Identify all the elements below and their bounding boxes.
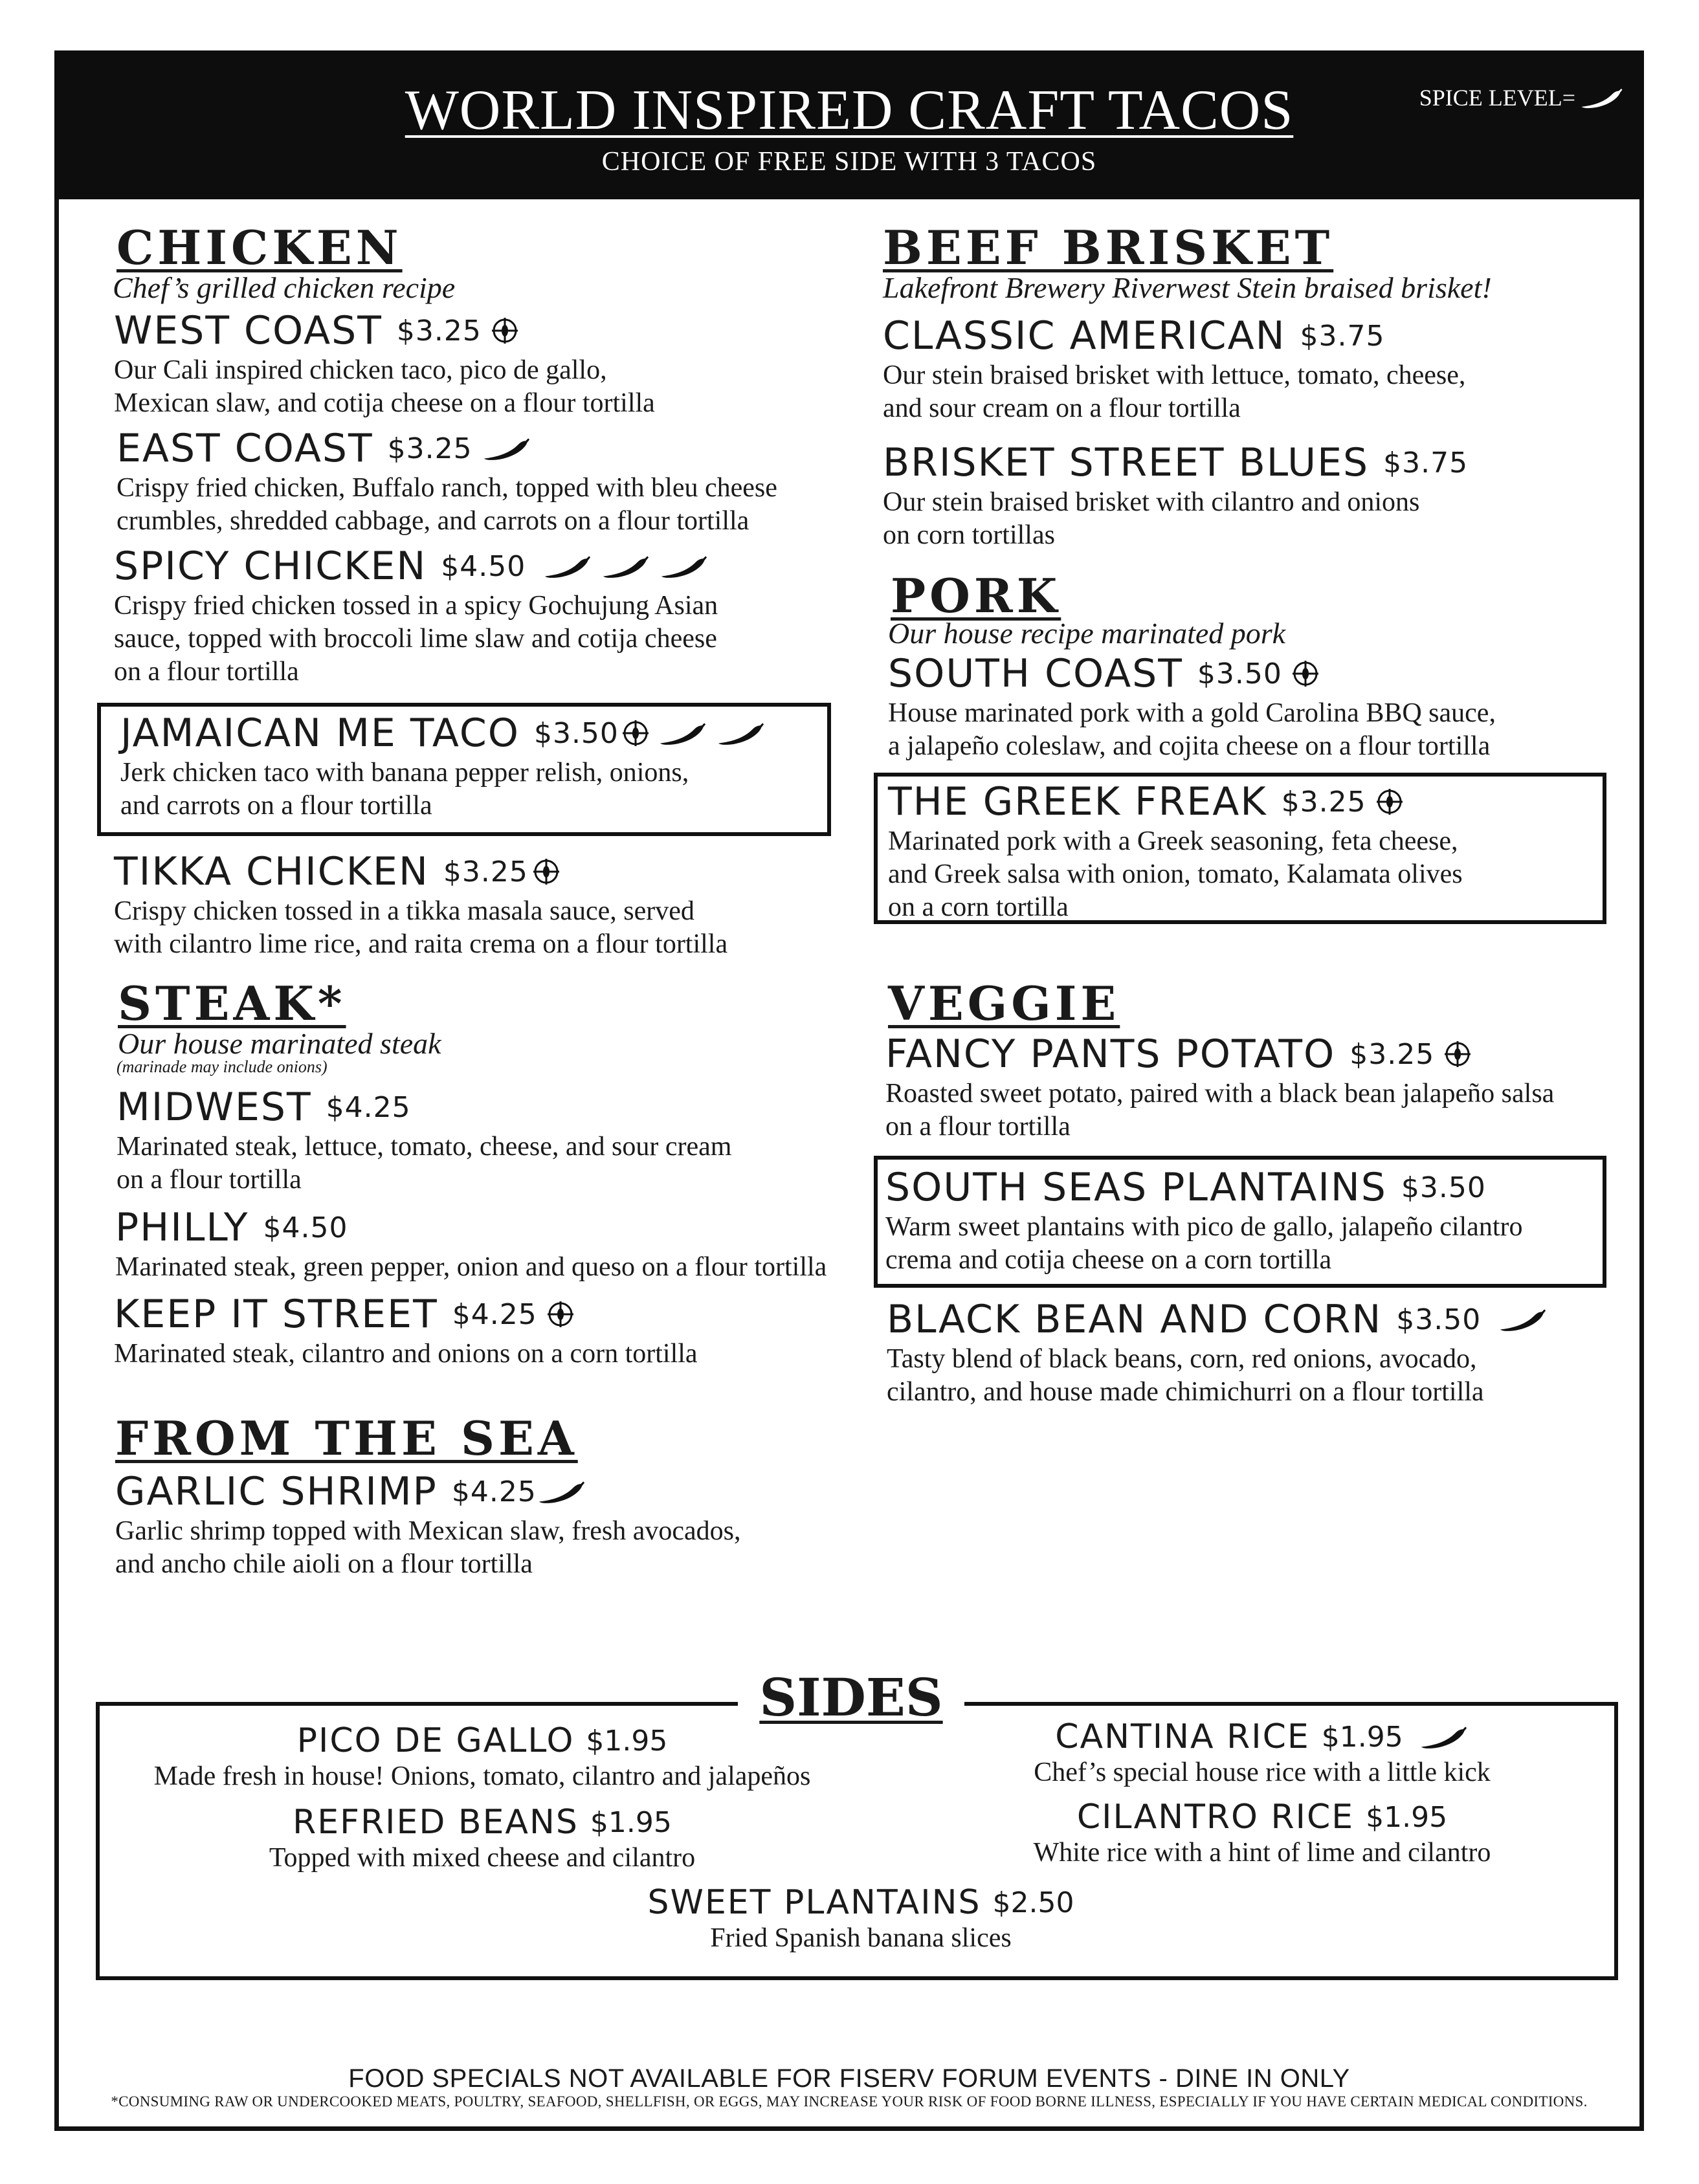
chili-pepper-icon [601, 553, 651, 579]
item-description: sauce, topped with broccoli lime slaw and cotija cheese [114, 624, 717, 654]
item-description: Roasted sweet potato, paired with a black bean jalapeño salsa [885, 1079, 1555, 1109]
side-item-pico-de-gallo [104, 1721, 861, 1792]
item-description: on a flour tortilla [117, 1165, 302, 1195]
item-name: PHILLY [115, 1205, 249, 1250]
side-item-refried-beans [104, 1803, 861, 1874]
item-price: $3.75 [1300, 319, 1385, 353]
item-price: $3.25 [387, 432, 472, 465]
item-description: Marinated steak, lettuce, tomato, cheese, and sour cream [117, 1132, 732, 1162]
item-price: $3.50 [1401, 1171, 1486, 1204]
menu-item-south-coast [888, 651, 1496, 762]
gluten-free-icon [1443, 1040, 1472, 1068]
item-name: BRISKET STREET BLUES [883, 440, 1370, 485]
item-price: $1.95 [586, 1724, 668, 1758]
item-description: Jerk chicken taco with banana pepper relish, onions, [120, 758, 689, 788]
menu-item-black-bean-and-corn [887, 1297, 1548, 1408]
item-name: CILANTRO RICE [1076, 1798, 1355, 1837]
item-name: KEEP IT STREET [114, 1292, 438, 1337]
section-subtitle-chicken: Chef’s grilled chicken recipe [113, 271, 456, 304]
item-name: WEST COAST [114, 308, 383, 353]
item-price: $1.95 [1321, 1720, 1403, 1754]
item-description: House marinated pork with a gold Carolina BBQ sauce, [888, 698, 1496, 728]
gluten-free-icon [491, 316, 519, 345]
chili-pepper-icon [1579, 86, 1625, 109]
item-price: $3.25 [1349, 1037, 1435, 1071]
menu-item-fancy-pants-potato [885, 1031, 1554, 1143]
item-name: BLACK BEAN AND CORN [887, 1297, 1383, 1342]
item-name: SOUTH SEAS PLANTAINS [885, 1165, 1387, 1210]
item-price: $3.50 [1197, 657, 1282, 690]
side-item-sweet-plantains [453, 1883, 1269, 1954]
section-title-veggie: VEGGIE [888, 976, 1120, 1031]
section-subtitle-beef-brisket: Lakefront Brewery Riverwest Stein braised brisket! [883, 271, 1492, 304]
chili-pepper-icon [716, 720, 766, 746]
item-description: a jalapeño coleslaw, and cojita cheese on a flour tortilla [888, 731, 1491, 761]
section-subtitle-steak: Our house marinated steak [118, 1027, 441, 1060]
item-name: FANCY PANTS POTATO [885, 1031, 1336, 1077]
item-price: $4.50 [441, 549, 526, 583]
menu-item-the-greek-freak [888, 779, 1463, 923]
item-name: SPICY CHICKEN [114, 544, 427, 589]
gluten-free-icon [532, 857, 561, 886]
item-name: JAMAICAN ME TACO [120, 711, 520, 756]
spice-level-label: SPICE LEVEL= [1419, 85, 1575, 111]
item-description: Fried Spanish banana slices [710, 1923, 1012, 1953]
item-price: $3.25 [443, 855, 528, 888]
menu-item-west-coast [114, 308, 655, 419]
item-description: Topped with mixed cheese and cilantro [269, 1843, 696, 1873]
gluten-free-icon [1291, 659, 1320, 688]
item-description: and sour cream on a flour tortilla [883, 393, 1241, 423]
section-subtitle-pork: Our house recipe marinated pork [888, 617, 1286, 650]
section-title-pork: PORK [891, 568, 1061, 623]
item-name: SOUTH COAST [888, 651, 1183, 696]
menu-subtitle: CHOICE OF FREE SIDE WITH 3 TACOS [601, 147, 1097, 177]
item-name: THE GREEK FREAK [888, 779, 1267, 824]
item-description: Crispy chicken tossed in a tikka masala sauce, served [114, 896, 694, 926]
chili-pepper-icon [1498, 1307, 1548, 1332]
item-name: SWEET PLANTAINS [647, 1883, 981, 1922]
item-description: Our stein braised brisket with cilantro and onions [883, 487, 1420, 517]
section-title-steak: STEAK* [118, 976, 346, 1031]
item-price: $1.95 [1366, 1800, 1448, 1834]
item-description: Tasty blend of black beans, corn, red onions, avocado, [887, 1344, 1477, 1374]
events-notice: FOOD SPECIALS NOT AVAILABLE FOR FISERV FORUM EVENTS - DINE IN ONLY [348, 2064, 1350, 2093]
gluten-free-icon [546, 1300, 575, 1329]
item-description: on a flour tortilla [885, 1112, 1071, 1142]
item-description: Mexican slaw, and cotija cheese on a flour tortilla [114, 388, 655, 418]
item-description: Crispy fried chicken tossed in a spicy Gochujung Asian [114, 591, 718, 621]
item-description: Garlic shrimp topped with Mexican slaw, fresh avocados, [115, 1516, 741, 1546]
chili-pepper-icon [482, 436, 532, 461]
item-description: crema and cotija cheese on a corn tortilla [885, 1245, 1332, 1275]
food-safety-disclaimer: *CONSUMING RAW OR UNDERCOOKED MEATS, POULTRY, SEAFOOD, SHELLFISH, OR EGGS, MAY INCREASE YOUR RISK OF FOOD BORNE ILLNESS, ESPECIALLY IF YOU HAVE CERTAIN MEDICAL CONDITIONS. [111, 2093, 1588, 2110]
item-description: Our stein braised brisket with lettuce, tomato, cheese, [883, 360, 1466, 390]
item-name: CLASSIC AMERICAN [883, 313, 1286, 358]
item-name: CANTINA RICE [1055, 1717, 1310, 1756]
item-name: REFRIED BEANS [293, 1803, 579, 1842]
item-name: TIKKA CHICKEN [114, 849, 429, 894]
item-description: and Greek salsa with onion, tomato, Kalamata olives [888, 859, 1463, 889]
chili-pepper-icon [542, 553, 593, 579]
gluten-free-icon [1375, 788, 1404, 816]
item-description: crumbles, shredded cabbage, and carrots on a flour tortilla [117, 506, 750, 536]
menu-item-keep-it-street [114, 1292, 698, 1370]
item-price: $3.50 [533, 716, 619, 750]
menu-item-brisket-street-blues [883, 440, 1468, 551]
marinade-note: (marinade may include onions) [117, 1057, 328, 1076]
item-price: $4.25 [451, 1475, 537, 1508]
gluten-free-icon [621, 719, 650, 747]
menu-item-tikka-chicken [114, 849, 727, 960]
item-description: on a flour tortilla [114, 657, 299, 687]
item-description: White rice with a hint of lime and cilantro [1033, 1838, 1491, 1868]
item-price: $3.25 [396, 314, 482, 347]
item-description: Made fresh in house! Onions, tomato, cilantro and jalapeños [153, 1761, 811, 1791]
item-description: Warm sweet plantains with pico de gallo, jalapeño cilantro [885, 1212, 1523, 1242]
item-description: Marinated steak, green pepper, onion and queso on a flour tortilla [115, 1252, 827, 1282]
section-title-sides: SIDES [738, 1662, 964, 1733]
item-description: Crispy fried chicken, Buffalo ranch, topped with bleu cheese [117, 473, 777, 503]
item-name: PICO DE GALLO [296, 1721, 575, 1760]
item-price: $4.25 [326, 1090, 411, 1124]
item-price: $4.25 [452, 1297, 537, 1331]
item-name: EAST COAST [117, 426, 373, 471]
menu-item-philly [115, 1205, 827, 1283]
item-description: with cilantro lime rice, and raita crema on a flour tortilla [114, 929, 728, 959]
spice-level-key [1419, 84, 1625, 111]
section-title-chicken: CHICKEN [117, 220, 403, 275]
chili-pepper-icon [659, 553, 709, 579]
item-description: Marinated steak, cilantro and onions on a corn tortilla [114, 1339, 698, 1369]
item-description: Our Cali inspired chicken taco, pico de gallo, [114, 355, 607, 385]
item-description: on corn tortillas [883, 520, 1055, 550]
menu-item-spicy-chicken [114, 544, 718, 688]
side-item-cantina-rice [971, 1717, 1553, 1789]
section-title-from-the-sea: FROM THE SEA [115, 1411, 578, 1466]
chili-pepper-icon [1419, 1724, 1469, 1750]
item-price: $1.95 [590, 1805, 672, 1839]
menu-item-classic-american [883, 313, 1465, 425]
item-name: GARLIC SHRIMP [115, 1469, 438, 1514]
menu-item-jamaican-me-taco [120, 711, 766, 822]
menu-item-east-coast [117, 426, 777, 537]
menu-header [54, 50, 1644, 199]
item-price: $3.25 [1281, 785, 1366, 819]
menu-item-south-seas-plantains [885, 1165, 1522, 1276]
side-item-cilantro-rice [971, 1798, 1553, 1869]
menu-item-midwest [117, 1085, 731, 1196]
item-price: $3.50 [1396, 1303, 1482, 1336]
item-description: and ancho chile aioli on a flour tortilla [115, 1549, 533, 1579]
section-title-beef-brisket: BEEF BRISKET [883, 220, 1334, 275]
menu-title: WORLD INSPIRED CRAFT TACOS [405, 79, 1294, 142]
item-name: MIDWEST [117, 1085, 312, 1130]
item-description: on a corn tortilla [888, 892, 1069, 922]
item-description: cilantro, and house made chimichurri on a flour tortilla [887, 1377, 1484, 1407]
menu-item-garlic-shrimp [115, 1469, 741, 1580]
item-description: and carrots on a flour tortilla [120, 791, 432, 821]
item-description: Marinated pork with a Greek seasoning, feta cheese, [888, 826, 1458, 856]
chili-pepper-icon [658, 720, 708, 746]
chili-pepper-icon [537, 1479, 587, 1505]
item-price: $4.50 [263, 1211, 348, 1244]
item-price: $3.75 [1383, 446, 1469, 480]
item-price: $2.50 [992, 1886, 1074, 1919]
item-description: Chef’s special house rice with a little kick [1034, 1758, 1491, 1787]
